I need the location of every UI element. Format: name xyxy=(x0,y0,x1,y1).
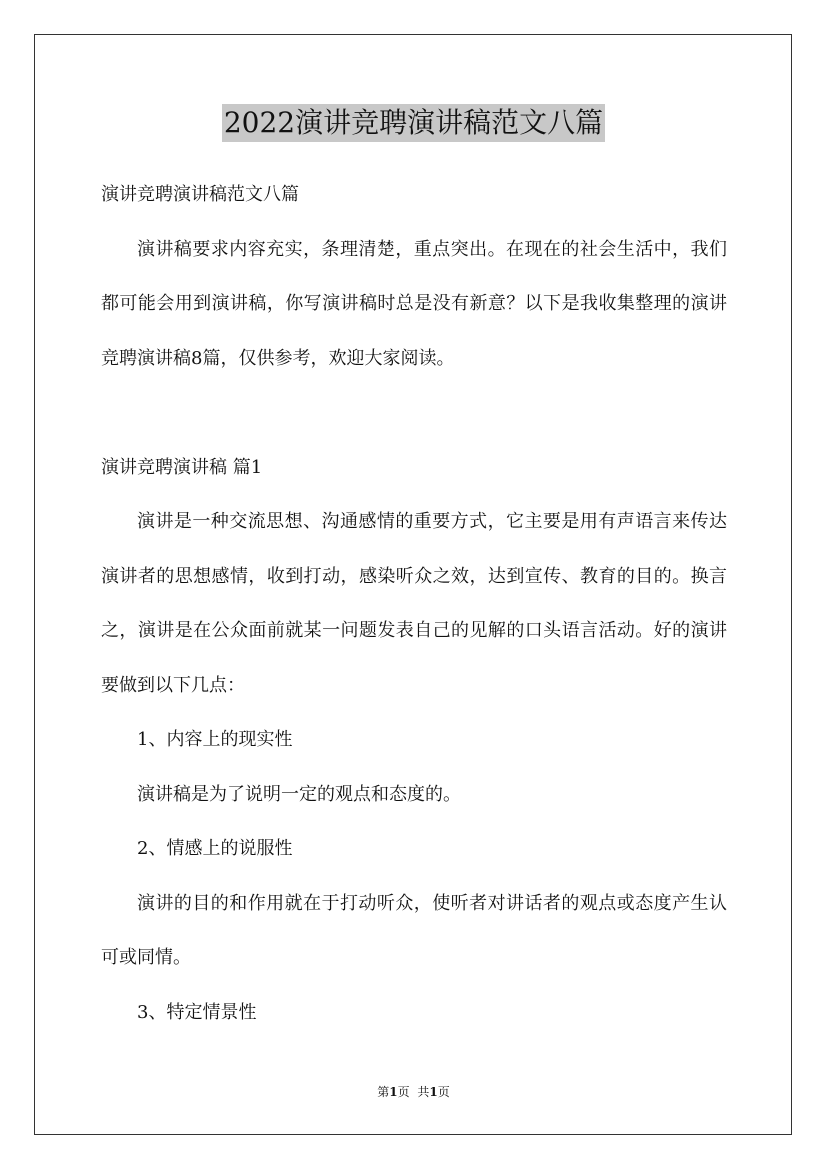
page-suffix: 页 xyxy=(397,1085,410,1099)
list-item-2: 2、情感上的说服性 xyxy=(137,838,293,859)
document-body xyxy=(101,168,727,1040)
page-prefix: 第 xyxy=(377,1085,390,1099)
title-container xyxy=(0,104,827,142)
body-paragraph: 演讲是一种交流思想、沟通感情的重要方式，它主要是用有声语言来传达演讲者的思想感情，收到打动，感染听众之效，达到宣传、教育的目的。换言之，演讲是在公众面前就某一问题发表自己的见解的口头语言活动。好的演讲要做到以下几点： xyxy=(101,511,727,696)
body-paragraph: 演讲稿是为了说明一定的观点和态度的。 xyxy=(137,783,461,805)
list-item-3: 3、特定情景性 xyxy=(137,1001,257,1023)
total-suffix: 页 xyxy=(437,1085,450,1099)
current-page-number: 1 xyxy=(389,1085,398,1099)
subtitle-paragraph: 演讲竞聘演讲稿范文八篇 xyxy=(101,184,299,205)
total-page-number: 1 xyxy=(429,1085,438,1099)
paragraph-spacer xyxy=(101,386,727,441)
total-prefix: 共 xyxy=(417,1085,430,1099)
document-title: 2022演讲竞聘演讲稿范文八篇 xyxy=(222,104,605,142)
intro-paragraph: 演讲稿要求内容充实，条理清楚，重点突出。在现在的社会生活中，我们都可能会用到演讲稿，你写演讲稿时总是没有新意？以下是我收集整理的演讲竞聘演讲稿8篇，仅供参考，欢迎大家阅读。 xyxy=(101,238,727,369)
page-footer xyxy=(0,1084,827,1100)
list-item-1: 1、内容上的现实性 xyxy=(137,729,293,750)
body-paragraph: 演讲的目的和作用就在于打动听众，使听者对讲话者的观点或态度产生认可或同情。 xyxy=(101,892,727,968)
section-heading: 演讲竞聘演讲稿 篇1 xyxy=(101,456,263,478)
